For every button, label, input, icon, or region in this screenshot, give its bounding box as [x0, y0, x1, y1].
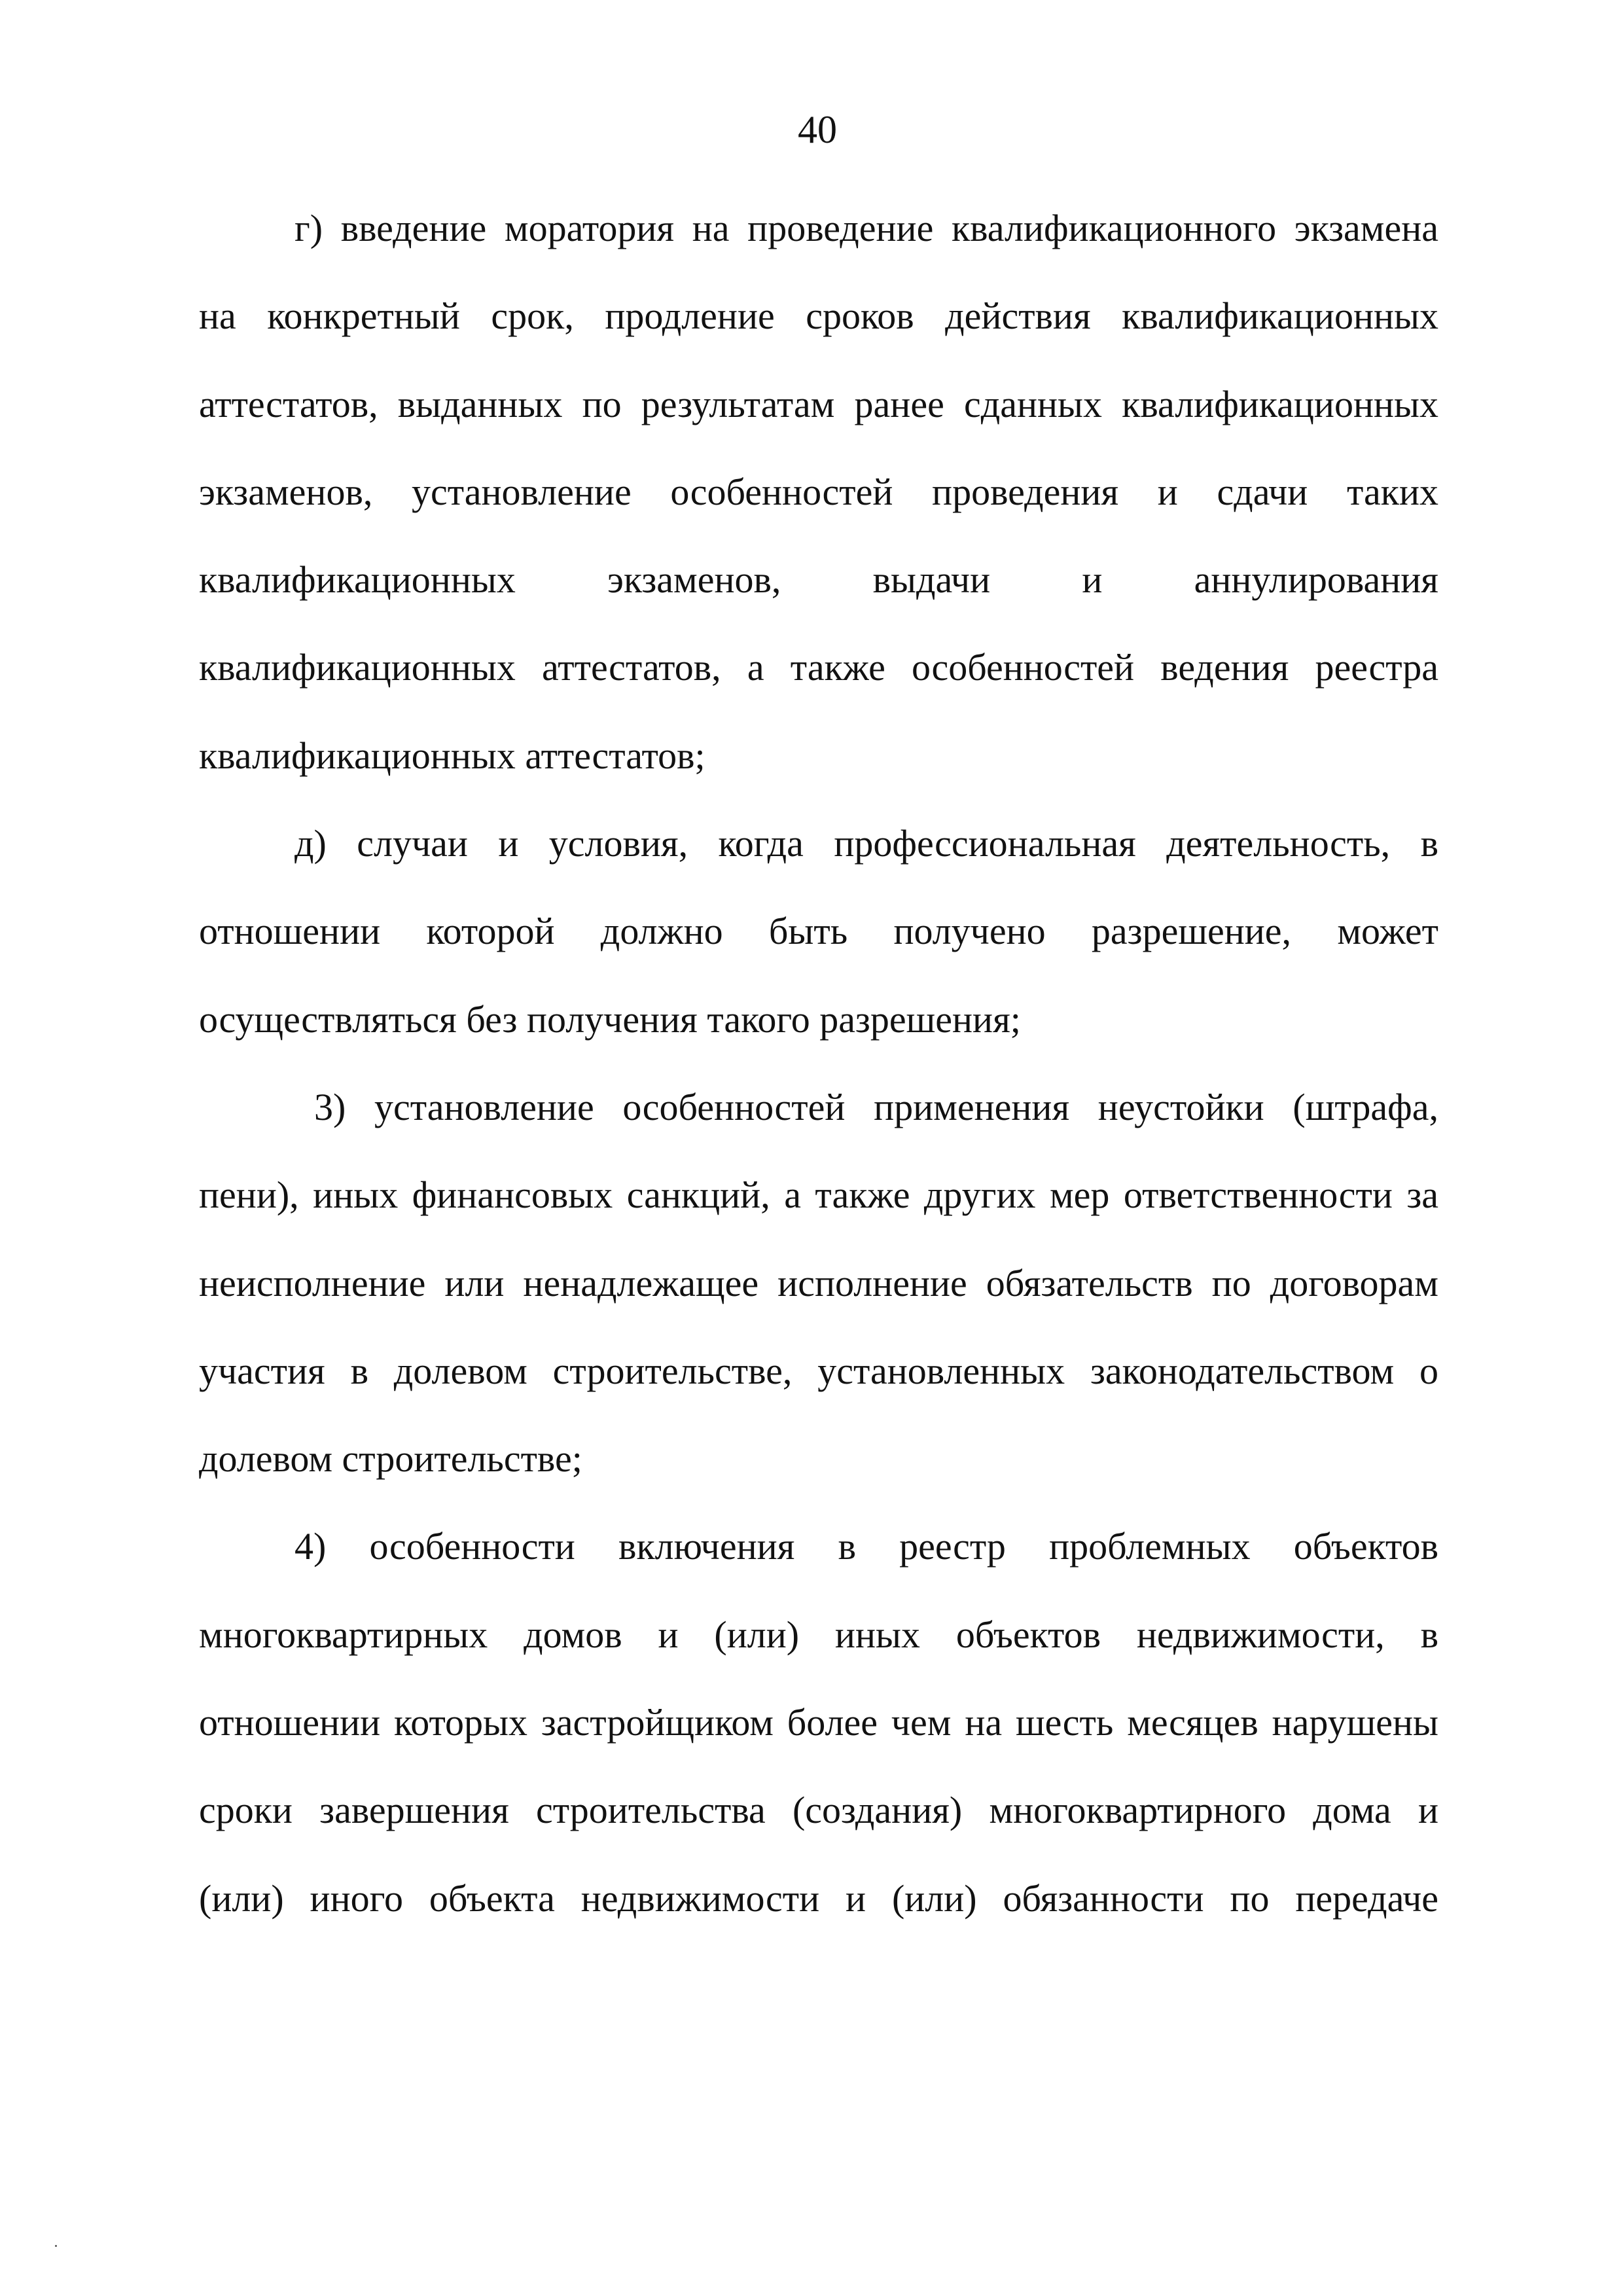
text-line: на конкретный срок, продление сроков действия квалификационных	[199, 295, 1438, 338]
text-line: участия в долевом строительстве, установленных законодательством о	[199, 1349, 1438, 1392]
text-line: отношении которых застройщиком более чем на шесть месяцев нарушены	[199, 1701, 1438, 1744]
text-line: (или) иного объекта недвижимости и (или) обязанности по передаче	[199, 1876, 1438, 1920]
document-body	[199, 185, 1438, 1943]
text-line: сроки завершения строительства (создания) многоквартирного дома и	[199, 1789, 1438, 1832]
text-line: 3) установление особенностей применения неустойки (штрафа,	[314, 1085, 1438, 1128]
text-line: 4) особенности включения в реестр проблемных объектов	[294, 1525, 1438, 1568]
text-line: д) случаи и условия, когда профессиональная деятельность, в	[294, 822, 1438, 865]
text-line: многоквартирных домов и (или) иных объектов недвижимости, в	[199, 1613, 1438, 1656]
text-line: г) введение моратория на проведение квалификационного экзамена	[294, 207, 1438, 249]
text-line: квалификационных аттестатов;	[199, 734, 705, 777]
paragraph-g	[199, 185, 1438, 800]
paragraph-d	[199, 800, 1438, 1064]
paragraph-3	[199, 1064, 1438, 1503]
text-line: пени), иных финансовых санкций, а также других мер ответственности за	[199, 1174, 1438, 1217]
scan-speck	[55, 2245, 57, 2247]
page-number: 40	[798, 108, 837, 151]
text-line: осуществляться без получения такого разрешения;	[199, 997, 1021, 1041]
text-line: долевом строительстве;	[199, 1437, 582, 1480]
text-line: неисполнение или ненадлежащее исполнение обязательств по договорам	[199, 1261, 1438, 1304]
text-line: квалификационных экзаменов, выдачи и аннулирования	[199, 558, 1438, 601]
text-line: экзаменов, установление особенностей проведения и сдачи таких	[199, 470, 1438, 513]
paragraph-4	[199, 1503, 1438, 1942]
text-line: аттестатов, выданных по результатам ранее сданных квалификационных	[199, 382, 1438, 425]
text-line: квалификационных аттестатов, а также особенностей ведения реестра	[199, 646, 1438, 689]
text-line: отношении которой должно быть получено разрешение, может	[199, 910, 1438, 953]
